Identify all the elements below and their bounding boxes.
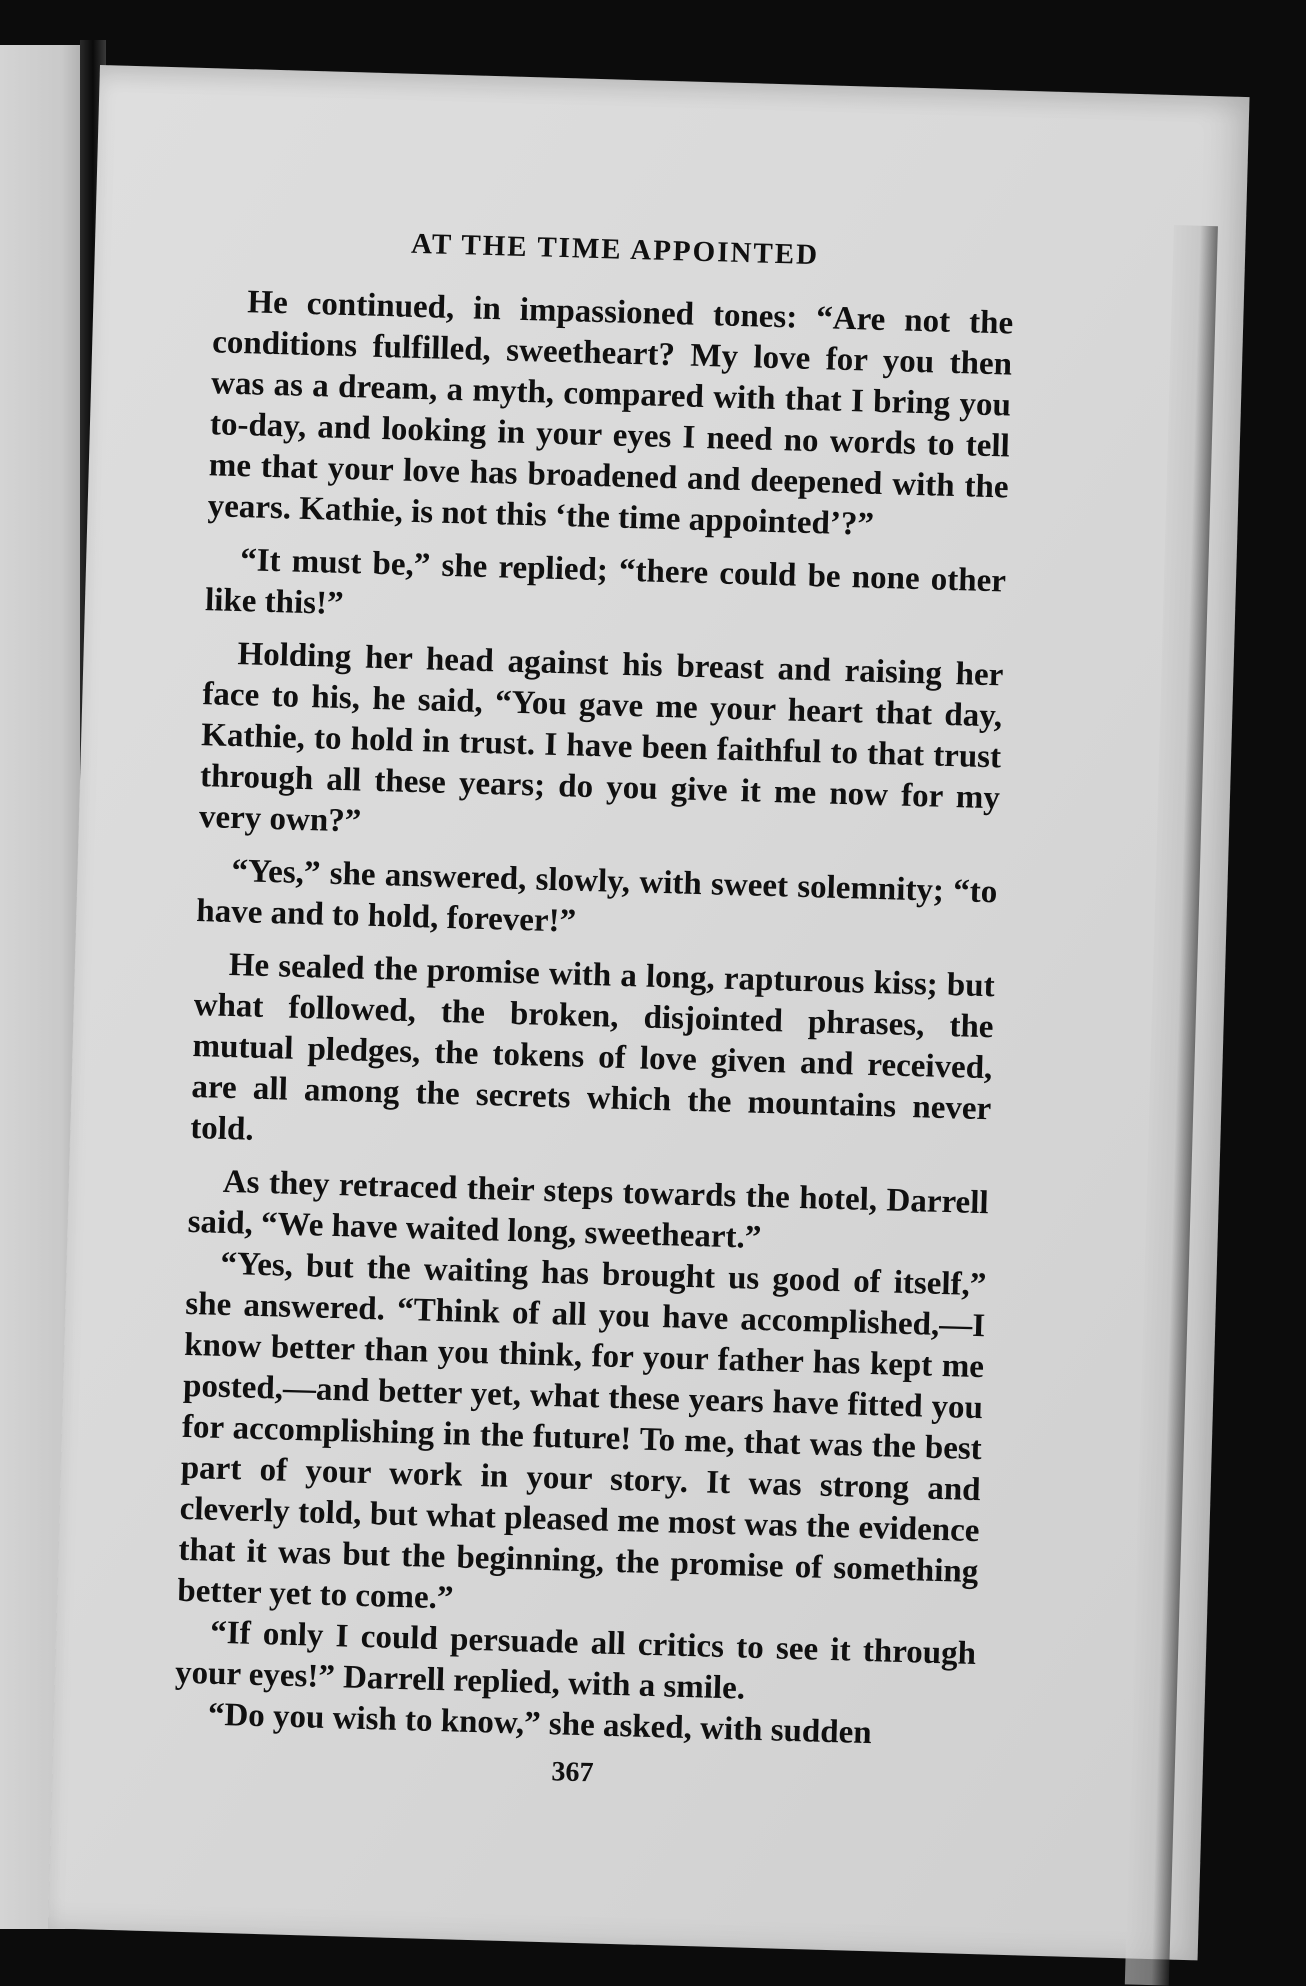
paragraph: He continued, in impassioned tones: “Are not the conditions fulfilled, sweetheart? My love for you then was as a dream, a myth, compared with that I bring you to-day, and looking in your eyes I need no words to tell me that your love has broadened and deepened with the years. Kathie, is not this ‘the time appointed’?” <box>207 284 1014 543</box>
page-text-block <box>172 218 1015 1804</box>
paragraph: “If only I could persuade all critics to see it through your eyes!” Darrell replied, with a smile. <box>174 1614 977 1707</box>
page-edge-shadow <box>1125 225 1218 1986</box>
paragraph: “Yes,” she answered, slowly, with sweet solemnity; “to have and to hold, forever!” <box>195 852 998 940</box>
page-number: 367 <box>551 1756 594 1789</box>
paragraph: He sealed the promise with a long, rapturous kiss; but what followed, the broken, disjointed phrases, the mutual pledges, the tokens of love given and received, are all among the secrets which the mountains never told. <box>189 946 996 1148</box>
paragraph: “Do you wish to know,” she asked, with sudden <box>207 1696 873 1752</box>
paragraph: “It must be,” she replied; “there could be none other like this!” <box>204 542 1007 623</box>
book-page <box>48 65 1250 1960</box>
paragraph: “Yes, but the waiting has brought us good of itself,” she answered. “Think of all you have accomplished,—I know better than you think, for your father has kept me posted,—and better yet, what these years have fitted you for accomplishing in the future! To me, that was the best part of your work in your story. It was strong and cleverly told, but what pleased me most was the evidence that it was but the beginning, the promise of something better yet to come.” <box>176 1245 987 1617</box>
running-head: AT THE TIME APPOINTED <box>410 227 820 272</box>
paragraph: Holding her head against his breast and raising her face to his, he said, “You gave me your heart that day, Kathie, to hold in trust. I have been faithful to that trust through all these years; do you give it me now for my very own?” <box>198 636 1004 840</box>
paragraph: As they retraced their steps towards the hotel, Darrell said, “We have waited long, sweetheart.” <box>187 1163 990 1256</box>
